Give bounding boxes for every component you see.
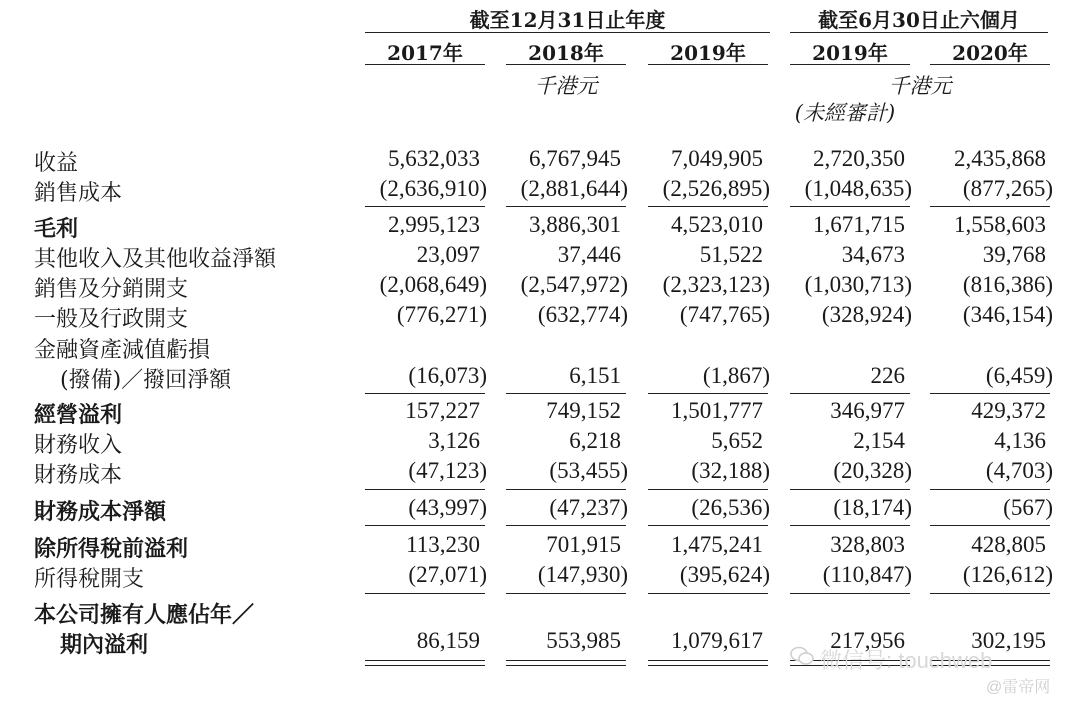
subtotal-rule bbox=[790, 489, 910, 490]
cell-value: 5,652 bbox=[711, 428, 763, 453]
cell-value: 2,995,123 bbox=[388, 212, 480, 237]
cell-value: 217,956 bbox=[830, 628, 905, 653]
year-header-3: 2019年 bbox=[670, 41, 746, 65]
subtotal-rule bbox=[365, 489, 485, 490]
cell-value: (2,323,123) bbox=[662, 272, 770, 297]
row-label-other-income: 其他收入及其他收益淨額 bbox=[34, 247, 277, 272]
row-label-finance-income: 財務收入 bbox=[34, 433, 123, 458]
cell-value: (53,455) bbox=[549, 458, 628, 483]
cell-value: 1,079,617 bbox=[671, 628, 763, 653]
cell-value: 2,154 bbox=[853, 428, 905, 453]
subtotal-rule bbox=[648, 525, 768, 526]
year-rule bbox=[506, 64, 626, 65]
cell-value: 302,195 bbox=[971, 628, 1046, 653]
cell-value: 2,435,868 bbox=[954, 146, 1046, 171]
row-label-operating-profit: 經營溢利 bbox=[34, 402, 123, 428]
row-label-cost-of-sales: 銷售成本 bbox=[34, 181, 123, 206]
cell-value: 6,151 bbox=[569, 363, 621, 388]
row-label-net-finance-costs: 財務成本淨額 bbox=[34, 499, 167, 525]
subtotal-rule bbox=[648, 593, 768, 594]
cell-value: 4,136 bbox=[994, 428, 1046, 453]
cell-value: 1,475,241 bbox=[671, 532, 763, 557]
cell-value: 701,915 bbox=[546, 532, 621, 557]
subtotal-rule bbox=[365, 393, 485, 394]
cell-value: (877,265) bbox=[962, 176, 1053, 201]
cell-value: (6,459) bbox=[985, 363, 1053, 388]
cell-value: (632,774) bbox=[537, 302, 628, 327]
cell-value: 226 bbox=[870, 363, 905, 388]
unit-label-full-year: 千港元 bbox=[534, 74, 598, 98]
group-header-full-year: 截至12月31日止年度 bbox=[469, 8, 666, 32]
cell-value: (20,328) bbox=[833, 458, 912, 483]
total-double-rule bbox=[506, 660, 626, 666]
subtotal-rule bbox=[790, 593, 910, 594]
cell-value: 6,218 bbox=[569, 428, 621, 453]
cell-value: (2,547,972) bbox=[520, 272, 628, 297]
cell-value: 346,977 bbox=[830, 398, 905, 423]
cell-value: 6,767,945 bbox=[529, 146, 621, 171]
wechat-icon bbox=[790, 646, 814, 666]
subtotal-rule bbox=[506, 489, 626, 490]
cell-value: 328,803 bbox=[830, 532, 905, 557]
subtotal-rule bbox=[790, 525, 910, 526]
total-double-rule bbox=[365, 660, 485, 666]
subtotal-rule bbox=[790, 206, 910, 207]
watermark-wechat-id: 微信号: touchweb bbox=[820, 648, 993, 673]
cell-value: (43,997) bbox=[408, 495, 487, 520]
subtotal-rule bbox=[930, 489, 1050, 490]
cell-value: (328,924) bbox=[821, 302, 912, 327]
total-double-rule bbox=[648, 660, 768, 666]
cell-value: 3,886,301 bbox=[529, 212, 621, 237]
row-label-profit-attributable-line1: 本公司擁有人應佔年／ bbox=[34, 602, 255, 628]
year-header-2: 2018年 bbox=[528, 41, 604, 65]
subtotal-rule bbox=[365, 525, 485, 526]
cell-value: (567) bbox=[1003, 495, 1053, 520]
cell-value: 3,126 bbox=[428, 428, 480, 453]
cell-value: (1,048,635) bbox=[804, 176, 912, 201]
row-label-profit-before-tax: 除所得稅前溢利 bbox=[34, 536, 189, 562]
cell-value: 86,159 bbox=[416, 628, 480, 653]
cell-value: (18,174) bbox=[833, 495, 912, 520]
cell-value: (47,237) bbox=[549, 495, 628, 520]
cell-value: (16,073) bbox=[408, 363, 487, 388]
cell-value: 4,523,010 bbox=[671, 212, 763, 237]
year-header-4: 2019年 bbox=[812, 41, 888, 65]
subtotal-rule bbox=[648, 489, 768, 490]
cell-value: 1,671,715 bbox=[813, 212, 905, 237]
subtotal-rule bbox=[506, 393, 626, 394]
cell-value: (126,612) bbox=[962, 562, 1053, 587]
cell-value: (395,624) bbox=[679, 562, 770, 587]
cell-value: 5,632,033 bbox=[388, 146, 480, 171]
subtotal-rule bbox=[506, 593, 626, 594]
subtotal-rule bbox=[790, 393, 910, 394]
row-label-income-tax: 所得稅開支 bbox=[34, 567, 145, 592]
subtotal-rule bbox=[365, 593, 485, 594]
year-rule bbox=[365, 64, 485, 65]
cell-value: 34,673 bbox=[841, 242, 905, 267]
subtotal-rule bbox=[930, 593, 1050, 594]
subtotal-rule bbox=[930, 393, 1050, 394]
cell-value: 2,720,350 bbox=[813, 146, 905, 171]
cell-value: (47,123) bbox=[408, 458, 487, 483]
cell-value: 23,097 bbox=[416, 242, 480, 267]
cell-value: 51,522 bbox=[699, 242, 763, 267]
row-label-impairment-line2: (撥備)／撥回淨額 bbox=[60, 368, 232, 393]
cell-value: (816,386) bbox=[962, 272, 1053, 297]
cell-value: (346,154) bbox=[962, 302, 1053, 327]
cell-value: (2,636,910) bbox=[379, 176, 487, 201]
group-rule-full-year bbox=[365, 32, 770, 33]
subtotal-rule bbox=[930, 206, 1050, 207]
cell-value: 113,230 bbox=[406, 532, 480, 557]
cell-value: 1,558,603 bbox=[954, 212, 1046, 237]
cell-value: (747,765) bbox=[679, 302, 770, 327]
cell-value: (26,536) bbox=[691, 495, 770, 520]
group-header-half-year: 截至6月30日止六個月 bbox=[818, 8, 1020, 32]
cell-value: (110,847) bbox=[822, 562, 912, 587]
row-label-gross-profit: 毛利 bbox=[34, 216, 79, 242]
subtotal-rule bbox=[648, 393, 768, 394]
subtotal-rule bbox=[506, 206, 626, 207]
row-label-profit-attributable-line2: 期內溢利 bbox=[60, 632, 149, 658]
row-label-revenue: 收益 bbox=[34, 151, 79, 176]
cell-value: 429,372 bbox=[971, 398, 1046, 423]
watermark-brand: @雷帝网 bbox=[986, 679, 1051, 696]
subtotal-rule bbox=[506, 525, 626, 526]
year-rule bbox=[648, 64, 768, 65]
year-rule bbox=[790, 64, 910, 65]
cell-value: 749,152 bbox=[546, 398, 621, 423]
year-header-1: 2017年 bbox=[387, 41, 463, 65]
year-rule bbox=[930, 64, 1050, 65]
year-header-5: 2020年 bbox=[952, 41, 1028, 65]
cell-value: (1,867) bbox=[702, 363, 770, 388]
cell-value: 39,768 bbox=[982, 242, 1046, 267]
subtotal-rule bbox=[365, 206, 485, 207]
cell-value: 1,501,777 bbox=[671, 398, 763, 423]
cell-value: (2,881,644) bbox=[520, 176, 628, 201]
subtotal-rule bbox=[930, 525, 1050, 526]
cell-value: (32,188) bbox=[691, 458, 770, 483]
row-label-impairment-line1: 金融資產減值虧損 bbox=[34, 338, 211, 363]
cell-value: 428,805 bbox=[971, 532, 1046, 557]
subtotal-rule bbox=[648, 206, 768, 207]
cell-value: 7,049,905 bbox=[671, 146, 763, 171]
cell-value: 157,227 bbox=[405, 398, 480, 423]
cell-value: (4,703) bbox=[985, 458, 1053, 483]
cell-value: 37,446 bbox=[557, 242, 621, 267]
row-label-admin-expenses: 一般及行政開支 bbox=[34, 307, 189, 332]
cell-value: (147,930) bbox=[537, 562, 628, 587]
unit-label-half-year: 千港元 bbox=[888, 74, 952, 98]
cell-value: (1,030,713) bbox=[804, 272, 912, 297]
cell-value: (2,526,895) bbox=[662, 176, 770, 201]
row-label-selling-expenses: 銷售及分銷開支 bbox=[34, 277, 189, 302]
row-label-finance-costs: 財務成本 bbox=[34, 463, 123, 488]
cell-value: (776,271) bbox=[396, 302, 487, 327]
cell-value: 553,985 bbox=[546, 628, 621, 653]
unaudited-note: (未經審計) bbox=[794, 101, 896, 125]
group-rule-half-year bbox=[790, 32, 1048, 33]
cell-value: (27,071) bbox=[408, 562, 487, 587]
cell-value: (2,068,649) bbox=[379, 272, 487, 297]
